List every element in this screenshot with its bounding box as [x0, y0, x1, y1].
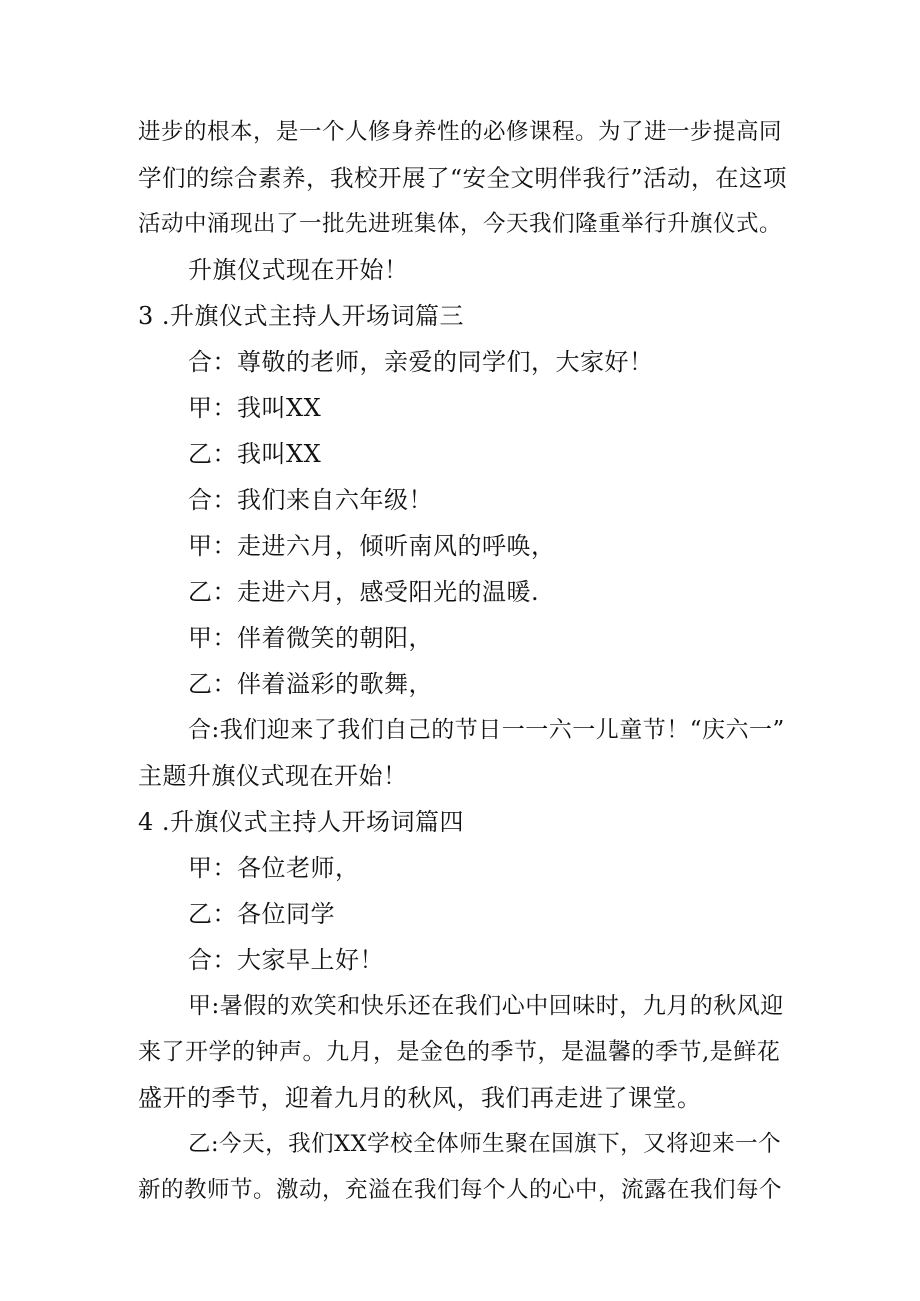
section-heading: 3 .升旗仪式主持人开场词篇三: [138, 302, 465, 330]
text-line: 合：我们来自六年级！: [188, 486, 433, 514]
text-line: 新的教师节。激动，充溢在我们每个人的心中，流露在我们每个: [138, 1177, 783, 1203]
text-line: 盛开的季节，迎着九月的秋风，我们再走进了课堂。: [138, 1084, 702, 1112]
text-line: 甲：各位老师，: [188, 854, 360, 882]
text-line: 活动中涌现出了一批先进班集体，今天我们隆重举行升旗仪式。: [138, 211, 783, 237]
text-line: 乙:今天，我们XX学校全体师生聚在国旗下，又将迎来一个: [188, 1131, 782, 1157]
text-line: 合：尊敬的老师，亲爱的同学们，大家好！: [188, 348, 654, 376]
text-line: 甲：伴着微笑的朝阳，: [188, 624, 433, 652]
text-line: 甲：走进六月，倾听南风的呼唤，: [188, 532, 556, 560]
text-line: 乙：伴着溢彩的歌舞，: [188, 670, 433, 698]
text-line: 学们的综合素养，我校开展了“安全文明伴我行”活动，在这项: [138, 164, 788, 192]
text-line: 甲:暑假的欢笑和快乐还在我们心中回味时，九月的秋风迎: [188, 993, 784, 1019]
text-line: 乙：走进六月，感受阳光的温暖.: [188, 578, 540, 606]
text-line: 乙：各位同学: [188, 900, 335, 928]
text-line: 乙：我叫XX: [188, 440, 322, 468]
section-heading: 4 .升旗仪式主持人开场词篇四: [138, 808, 465, 836]
text-line: 升旗仪式现在开始！: [188, 256, 409, 284]
text-line: 甲：我叫XX: [188, 394, 322, 422]
document-body: [138, 109, 788, 1213]
text-line: 合:我们迎来了我们自己的节日一一六一儿童节！“庆六一”: [188, 717, 785, 743]
text-line: 合：大家早上好！: [188, 946, 384, 974]
text-line: 来了开学的钟声。九月，是金色的季节，是温馨的季节,是鲜花: [138, 1039, 781, 1065]
text-line: 主题升旗仪式现在开始！: [138, 762, 408, 790]
text-line: 进步的根本，是一个人修身养性的必修课程。为了进一步提高同: [138, 119, 783, 145]
